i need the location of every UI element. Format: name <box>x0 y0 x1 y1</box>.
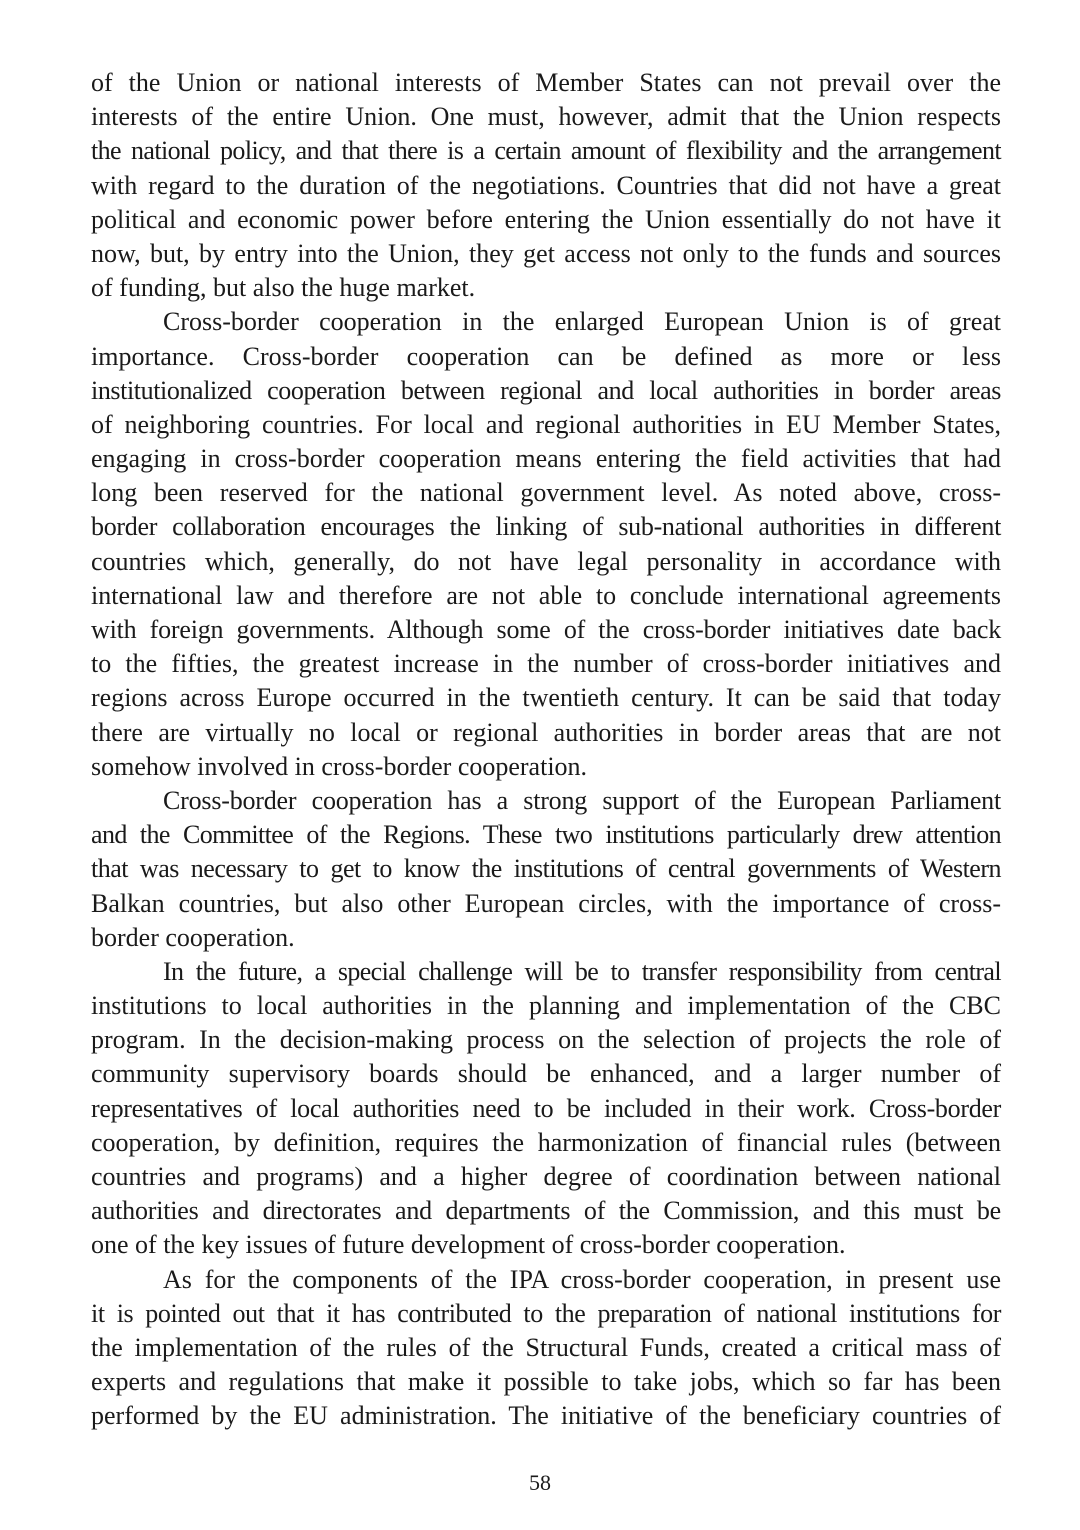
text-line: Cross-border cooperation in the enlarged European Union is of great <box>163 307 1001 337</box>
paragraph-5 <box>91 1263 1001 1434</box>
text-line: importance. Cross-border cooperation can be defined as more or less <box>91 341 1001 371</box>
text-line: now, but, by entry into the Union, they get access not only to the funds and sources <box>91 238 1001 268</box>
text-line: engaging in cross-border cooperation means entering the field activities that had <box>91 444 1001 474</box>
text-line: countries which, generally, do not have legal personality in accordance with <box>91 546 1001 576</box>
text-line: with foreign governments. Although some of the cross-border initiatives date back <box>91 615 1001 644</box>
text-line: of funding, but also the huge market. <box>91 273 476 303</box>
text-line: representatives of local authorities need to be included in their work. Cross-border <box>91 1093 1001 1123</box>
text-line: countries and programs) and a higher degree of coordination between national <box>91 1162 1001 1191</box>
text-line: there are virtually no local or regional authorities in border areas that are not <box>91 717 1001 747</box>
text-line: to the fifties, the greatest increase in the number of cross-border initiatives and <box>91 649 1001 679</box>
text-line: experts and regulations that make it possible to take jobs, which so far has been <box>91 1367 1001 1397</box>
text-line: somehow involved in cross-border cooperation. <box>91 751 588 781</box>
text-line: the implementation of the rules of the Structural Funds, created a critical mass of <box>91 1332 1001 1362</box>
text-line: political and economic power before entering the Union essentially do not have it <box>91 204 1001 234</box>
text-line: that was necessary to get to know the institutions of central governments of Western <box>91 854 1001 884</box>
text-line: of the Union or national interests of Member States can not prevail over the <box>91 68 1001 97</box>
text-line: program. In the decision-making process on the selection of projects the role of <box>91 1025 1001 1055</box>
text-line: border cooperation. <box>91 922 295 952</box>
text-line: and the Committee of the Regions. These two institutions particularly drew attention <box>91 820 1001 850</box>
paragraph-4 <box>91 955 1001 1263</box>
text-line: institutionalized cooperation between regional and local authorities in border areas <box>91 375 1001 405</box>
paragraph-2 <box>91 305 1001 784</box>
text-line: long been reserved for the national government level. As noted above, cross- <box>91 478 1001 508</box>
text-line: international law and therefore are not able to conclude international agreements <box>91 580 1001 610</box>
text-line: Balkan countries, but also other European circles, with the importance of cross- <box>91 888 1001 918</box>
text-line: the national policy, and that there is a certain amount of flexibility and the arrangement <box>91 136 1001 166</box>
paragraph-3 <box>91 784 1001 955</box>
text-line: with regard to the duration of the negotiations. Countries that did not have a great <box>91 170 1001 200</box>
text-line: performed by the EU administration. The initiative of the beneficiary countries of <box>91 1401 1001 1431</box>
text-line: regions across Europe occurred in the twentieth century. It can be said that today <box>91 683 1001 713</box>
text-line: institutions to local authorities in the planning and implementation of the CBC <box>91 991 1001 1021</box>
text-line: community supervisory boards should be enhanced, and a larger number of <box>91 1059 1001 1089</box>
text-line: of neighboring countries. For local and regional authorities in EU Member States, <box>91 409 1001 439</box>
text-line: border collaboration encourages the linking of sub-national authorities in different <box>91 512 1001 542</box>
text-line: interests of the entire Union. One must, however, admit that the Union respects <box>91 102 1001 132</box>
paragraph-1 <box>91 66 1001 305</box>
text-line: it is pointed out that it has contributed to the preparation of national institutions for <box>91 1298 1001 1328</box>
page-number: 58 <box>529 1470 551 1495</box>
text-line: Cross-border cooperation has a strong support of the European Parliament <box>163 785 1001 815</box>
document-page <box>91 66 1001 1434</box>
text-line: one of the key issues of future development of cross-border cooperation. <box>91 1230 846 1260</box>
text-line: cooperation, by definition, requires the harmonization of financial rules (between <box>91 1127 1001 1157</box>
text-line: In the future, a special challenge will be to transfer responsibility from central <box>163 956 1001 986</box>
text-line: authorities and directorates and departments of the Commission, and this must be <box>91 1196 1001 1226</box>
text-line: As for the components of the IPA cross-border cooperation, in present use <box>163 1264 1001 1294</box>
